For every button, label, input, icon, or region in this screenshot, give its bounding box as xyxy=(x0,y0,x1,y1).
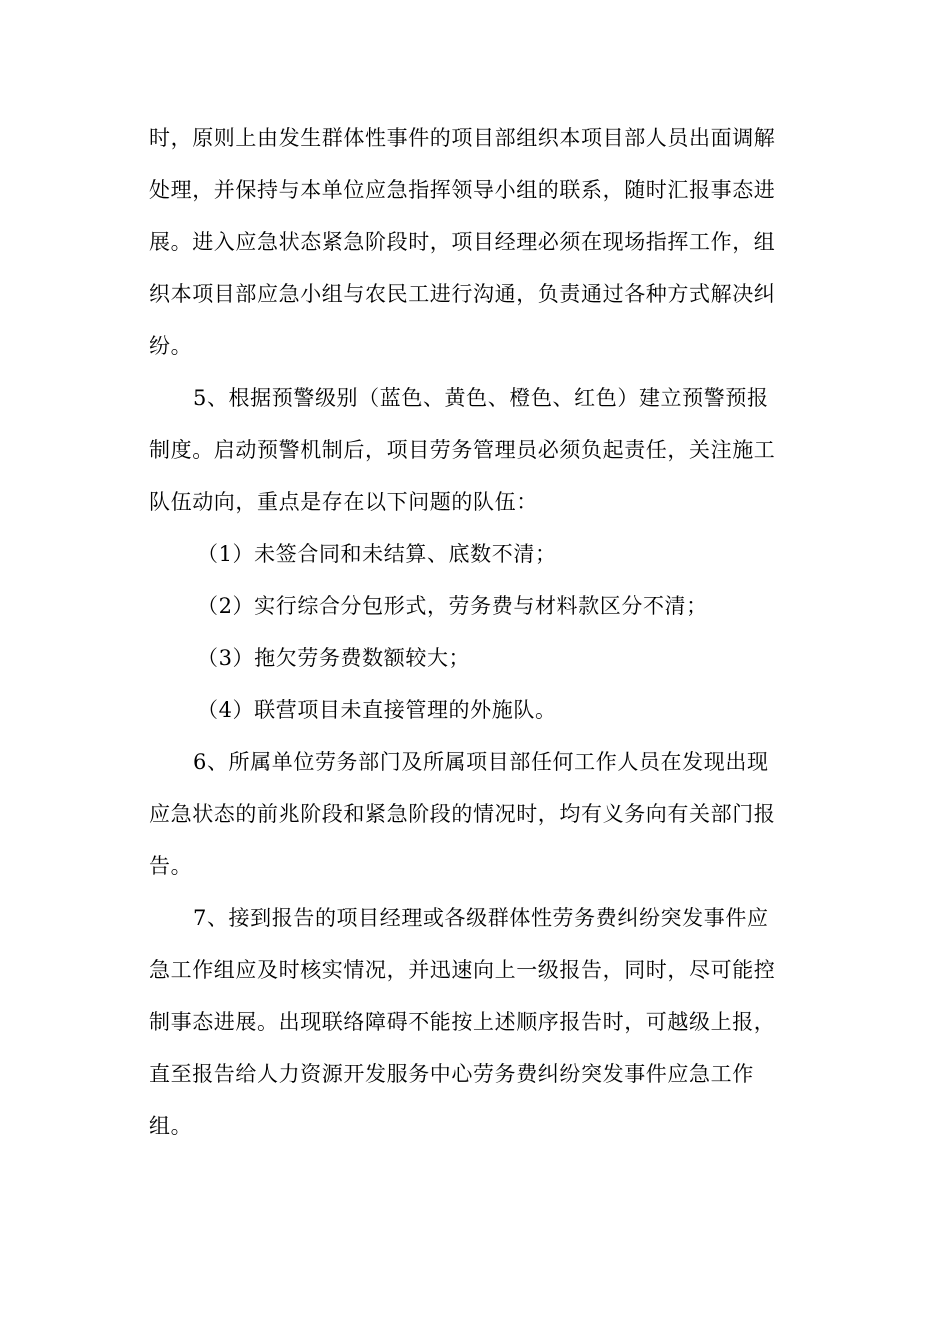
paragraph-line: 7、接到报告的项目经理或各级群体性劳务费纠纷突发事件应 xyxy=(193,906,769,930)
paragraph-line: 6、所属单位劳务部门及所属项目部任何工作人员在发现出现 xyxy=(193,750,769,774)
paragraph-line: 应急状态的前兆阶段和紧急阶段的情况时，均有义务向有关部门报 xyxy=(149,802,776,826)
problem-list xyxy=(149,528,809,736)
list-item: （1）未签合同和未结算、底数不清； xyxy=(197,542,557,566)
paragraph-line: 告。 xyxy=(149,854,193,878)
paragraph-line: 纷。 xyxy=(149,334,193,358)
paragraph-item-6 xyxy=(149,736,809,892)
list-item: （2）实行综合分包形式，劳务费与材料款区分不清； xyxy=(197,594,708,618)
paragraph-line: 制事态进展。出现联络障碍不能按上述顺序报告时，可越级上报， xyxy=(149,1010,776,1034)
paragraph-item-5 xyxy=(149,372,809,528)
paragraph-line: 队伍动向，重点是存在以下问题的队伍： xyxy=(149,490,538,514)
paragraph-line: 直至报告给人力资源开发服务中心劳务费纠纷突发事件应急工作 xyxy=(149,1062,754,1086)
paragraph-line: 展。进入应急状态紧急阶段时，项目经理必须在现场指挥工作，组 xyxy=(149,230,776,254)
paragraph-item-7 xyxy=(149,892,809,1152)
paragraph-line: 制度。启动预警机制后，项目劳务管理员必须负起责任，关注施工 xyxy=(149,438,776,462)
document-body xyxy=(149,112,809,1152)
paragraph-line: 处理，并保持与本单位应急指挥领导小组的联系，随时汇报事态进 xyxy=(149,178,776,202)
paragraph-line: 织本项目部应急小组与农民工进行沟通，负责通过各种方式解决纠 xyxy=(149,282,776,306)
paragraph-line: 时，原则上由发生群体性事件的项目部组织本项目部人员出面调解 xyxy=(149,126,776,150)
list-item: （4）联营项目未直接管理的外施队。 xyxy=(197,698,557,722)
paragraph-line: 5、根据预警级别（蓝色、黄色、橙色、红色）建立预警预报 xyxy=(193,386,769,410)
paragraph-line: 组。 xyxy=(149,1114,193,1138)
paragraph-continued xyxy=(149,112,809,372)
list-item: （3）拖欠劳务费数额较大； xyxy=(197,646,471,670)
paragraph-line: 急工作组应及时核实情况，并迅速向上一级报告，同时，尽可能控 xyxy=(149,958,776,982)
